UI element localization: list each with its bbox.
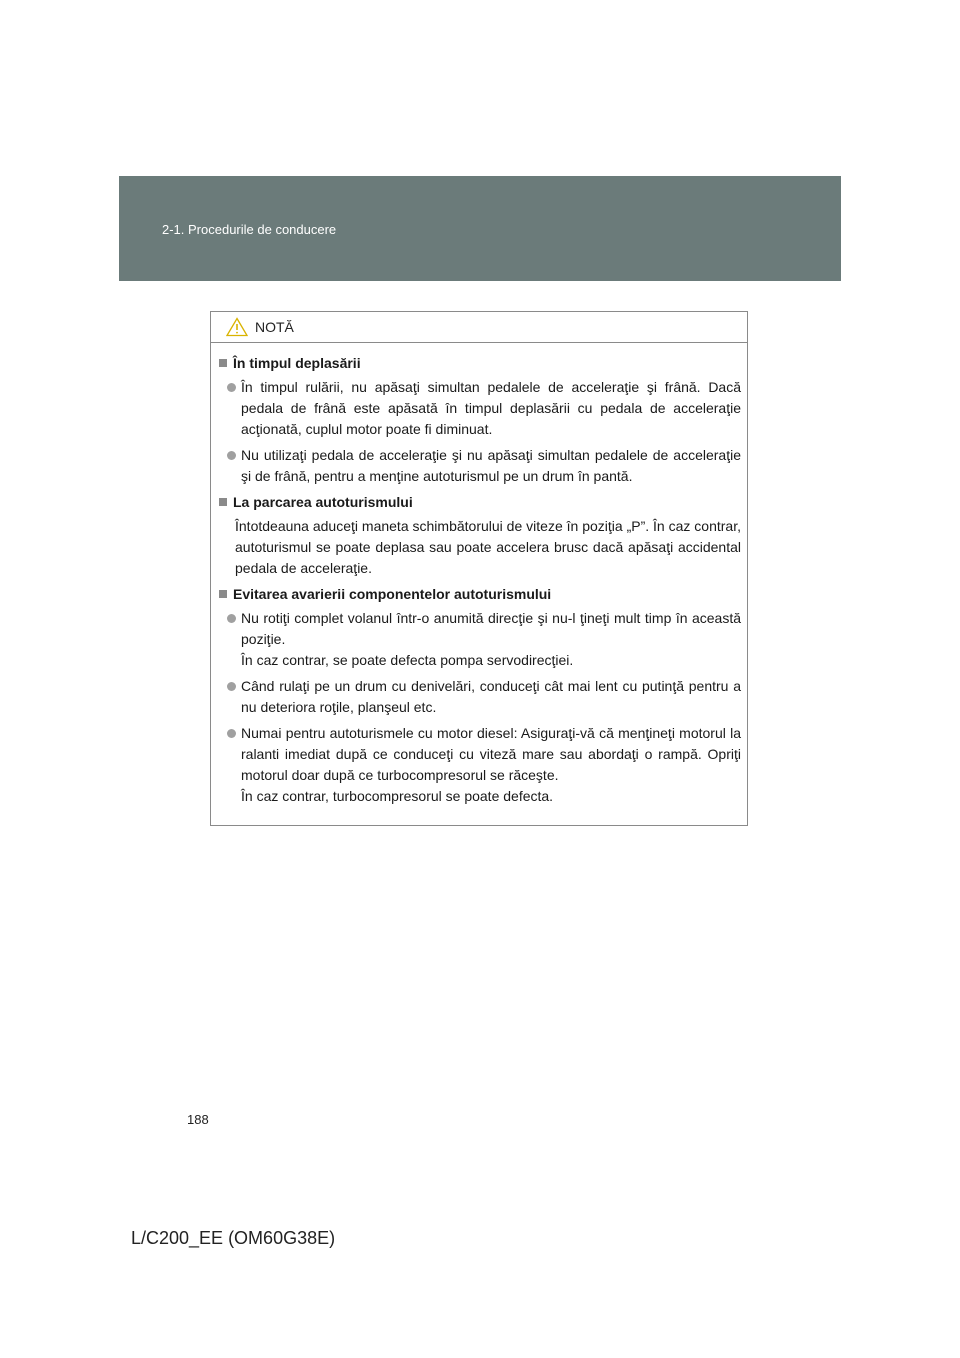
bullet-dot-icon: [227, 729, 236, 738]
bullet-dot-icon: [227, 383, 236, 392]
section-heading: Evitarea avarierii componentelor autoturismului: [219, 584, 741, 605]
bullet-dot-icon: [227, 451, 236, 460]
bullet-dot-icon: [227, 682, 236, 691]
section-heading: În timpul deplasării: [219, 353, 741, 374]
list-item: Când rulaţi pe un drum cu denivelări, conduceţi cât mai lent cu putinţă pentru a nu deteriora roţile, planşeul etc.: [219, 676, 741, 718]
bullet-dot-icon: [227, 614, 236, 623]
notice-box: [210, 311, 748, 826]
document-code: L/C200_EE (OM60G38E): [131, 1228, 336, 1248]
notice-body: [211, 343, 747, 807]
square-bullet-icon: [219, 498, 227, 506]
list-item: Numai pentru autoturismele cu motor diesel: Asiguraţi-vă că menţineţi motorul la ralanti imediat după ce conduceţi cu viteză mare sau abordaţi o rampă. Opriţi motorul doar după ce turbocompresorul se răceşte. În caz contrar, turbocompresorul se poate defecta.: [219, 723, 741, 807]
paragraph: Întotdeauna aduceţi maneta schimbătorului de viteze în poziţia „P”. În caz contrar, autoturismul se poate deplasa sau poate accelera brusc dacă apăsaţi accidental pedala de acceleraţie.: [235, 518, 741, 576]
square-bullet-icon: [219, 590, 227, 598]
header-band: [119, 176, 841, 281]
square-bullet-icon: [219, 359, 227, 367]
list-item: În timpul rulării, nu apăsaţi simultan pedalele de acceleraţie şi frână. Dacă pedala de frână este apăsată în timpul deplasării cu pedala de acceleraţie acţionată, cuplul motor poate fi diminuat.: [219, 377, 741, 440]
list-item: Nu utilizaţi pedala de acceleraţie şi nu apăsaţi simultan pedalele de acceleraţie şi de frână, pentru a menţine autoturismul pe un drum în pantă.: [219, 445, 741, 487]
notice-header: [211, 312, 747, 343]
notice-title: NOTĂ: [255, 319, 294, 335]
list-item: Nu rotiţi complet volanul într-o anumită direcţie şi nu-l ţineţi mult timp în această poziţie. În caz contrar, se poate defecta pompa servodirecţiei.: [219, 608, 741, 671]
section-heading: La parcarea autoturismului: [219, 492, 741, 513]
section-title: 2-1. Procedurile de conducere: [162, 222, 337, 237]
warning-triangle-icon: [226, 317, 248, 337]
page-number: 188: [187, 1112, 209, 1127]
